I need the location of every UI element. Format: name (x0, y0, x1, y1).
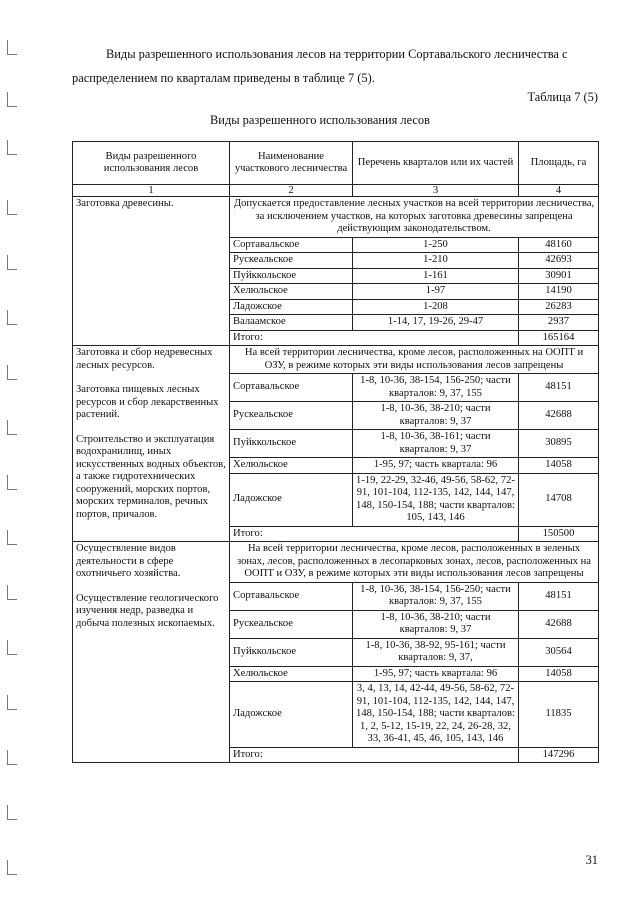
total-label: Итого: (230, 747, 519, 763)
binding-edge-marks (0, 0, 22, 905)
area-value: 30901 (519, 268, 599, 284)
forestry-name: Рускеальское (230, 253, 353, 269)
column-number: 1 (73, 185, 230, 197)
area-value: 14708 (519, 473, 599, 526)
forestry-name: Сортавальское (230, 582, 353, 610)
forestry-name: Рускеальское (230, 610, 353, 638)
quarter-list: 1-250 (353, 237, 519, 253)
forestry-name: Хелюльское (230, 666, 353, 682)
area-value: 42688 (519, 402, 599, 430)
total-label: Итого: (230, 526, 519, 542)
quarter-list: 1-19, 22-29, 32-46, 49-56, 58-62, 72-91, 101-104, 112-135, 142, 144, 147, 148, 150-154, 188; части кварталов: 105, 143, 146 (353, 473, 519, 526)
header-row (73, 142, 599, 185)
forestry-name: Хелюльское (230, 284, 353, 300)
header-cell-quarters: Перечень кварталов или их частей (353, 142, 519, 185)
section-2-use-types (73, 346, 230, 542)
forestry-name: Сортавальское (230, 237, 353, 253)
forest-use-table (72, 141, 599, 763)
forestry-name: Пуйккольское (230, 638, 353, 666)
area-value: 14058 (519, 458, 599, 474)
column-number: 2 (230, 185, 353, 197)
area-value: 42693 (519, 253, 599, 269)
section-2-note-row (73, 346, 599, 374)
area-value: 30564 (519, 638, 599, 666)
quarter-list: 1-95, 97; часть квартала: 96 (353, 666, 519, 682)
forestry-name: Рускеальское (230, 402, 353, 430)
quarter-list: 1-161 (353, 268, 519, 284)
table-label: Таблица 7 (5) (527, 90, 598, 104)
area-value: 14190 (519, 284, 599, 300)
area-value: 26283 (519, 299, 599, 315)
use-type: Заготовка древесины. (76, 198, 174, 209)
header-cell-area: Площадь, га (519, 142, 599, 185)
quarter-list: 1-8, 10-36, 38-92, 95-161; части кварталов: 9, 37, (353, 638, 519, 666)
quarter-list: 1-14, 17, 19-26, 29-47 (353, 315, 519, 331)
column-number-row (73, 185, 599, 197)
quarter-list: 1-8, 10-36, 38-210; части кварталов: 9, 37 (353, 402, 519, 430)
forestry-name: Ладожское (230, 299, 353, 315)
use-type: Осуществление геологического изучения недр, разведка и добыча полезных ископаемых. (76, 592, 219, 629)
total-label: Итого: (230, 330, 519, 346)
header-cell-type: Виды разрешенного использования лесов (73, 142, 230, 185)
intro-paragraph: Виды разрешенного использования лесов на территории Сортавальского лесничества с распределением по кварталам приведены в таблице 7 (5). (72, 47, 568, 85)
section-note: Допускается предоставление лесных участков на всей территории лесничества, за исключением участков, на которых заготовка древесины запрещена действующим законодательством. (230, 197, 599, 238)
page-number: 31 (585, 853, 598, 867)
forestry-name: Валаамское (230, 315, 353, 331)
section-note: На всей территории лесничества, кроме лесов, расположенных на ООПТ и ОЗУ, в режиме которых эти виды использования лесов запрещены (230, 346, 599, 374)
area-value: 42688 (519, 610, 599, 638)
quarter-list: 1-95, 97; часть квартала: 96 (353, 458, 519, 474)
area-value: 11835 (519, 682, 599, 748)
quarter-list: 1-210 (353, 253, 519, 269)
forestry-name: Ладожское (230, 473, 353, 526)
area-value: 2937 (519, 315, 599, 331)
forestry-name: Пуйккольское (230, 430, 353, 458)
use-type: Заготовка и сбор недревесных лесных ресурсов. (76, 347, 213, 371)
quarter-list: 3, 4, 13, 14, 42-44, 49-56, 58-62, 72-91, 101-104, 112-135, 142, 144, 147, 148, 150-154, 188; части кварталов: 1, 2, 5-12, 15-19, 22, 24, 26-28, 32, 33, 36-41, 45, 46, 105, 143, 146 (353, 682, 519, 748)
area-value: 48151 (519, 374, 599, 402)
total-value: 165164 (519, 330, 599, 346)
quarter-list: 1-8, 10-36, 38-154, 156-250; части кварталов: 9, 37, 155 (353, 374, 519, 402)
area-value: 30895 (519, 430, 599, 458)
column-number: 4 (519, 185, 599, 197)
quarter-list: 1-97 (353, 284, 519, 300)
use-type: Заготовка пищевых лесных ресурсов и сбор лекарственных растений. (76, 384, 219, 420)
use-type: Осуществление видов деятельности в сфере охотничьего хозяйства. (76, 543, 181, 579)
forestry-name: Хелюльское (230, 458, 353, 474)
use-type: Строительство и эксплуатация водохранилищ, иных искусственных водных объектов, а также гидротехнических сооружений, морских портов, морских терминалов, речных портов, причалов. (76, 433, 226, 520)
table-title: Виды разрешенного использования лесов (210, 113, 430, 127)
total-value: 147296 (519, 747, 599, 763)
forestry-name: Ладожское (230, 682, 353, 748)
section-1-use-types (73, 197, 230, 346)
total-value: 150500 (519, 526, 599, 542)
section-3-note-row (73, 542, 599, 583)
forestry-name: Сортавальское (230, 374, 353, 402)
quarter-list: 1-8, 10-36, 38-154, 156-250; части кварталов: 9, 37, 155 (353, 582, 519, 610)
section-note: На всей территории лесничества, кроме лесов, расположенных в зеленых зонах, лесов, расположенных в лесопарковых зонах, лесов, расположенных на ООПТ и ОЗУ, в режиме которых эти виды использования лесов запрещены (230, 542, 599, 583)
quarter-list: 1-8, 10-36, 38-210; части кварталов: 9, 37 (353, 610, 519, 638)
area-value: 48151 (519, 582, 599, 610)
column-number: 3 (353, 185, 519, 197)
quarter-list: 1-208 (353, 299, 519, 315)
section-3-use-types (73, 542, 230, 763)
section-1-note-row (73, 197, 599, 238)
area-value: 48160 (519, 237, 599, 253)
header-cell-forestry: Наименование участкового лесничества (230, 142, 353, 185)
forestry-name: Пуйккольское (230, 268, 353, 284)
area-value: 14058 (519, 666, 599, 682)
quarter-list: 1-8, 10-36, 38-161; части кварталов: 9, 37 (353, 430, 519, 458)
